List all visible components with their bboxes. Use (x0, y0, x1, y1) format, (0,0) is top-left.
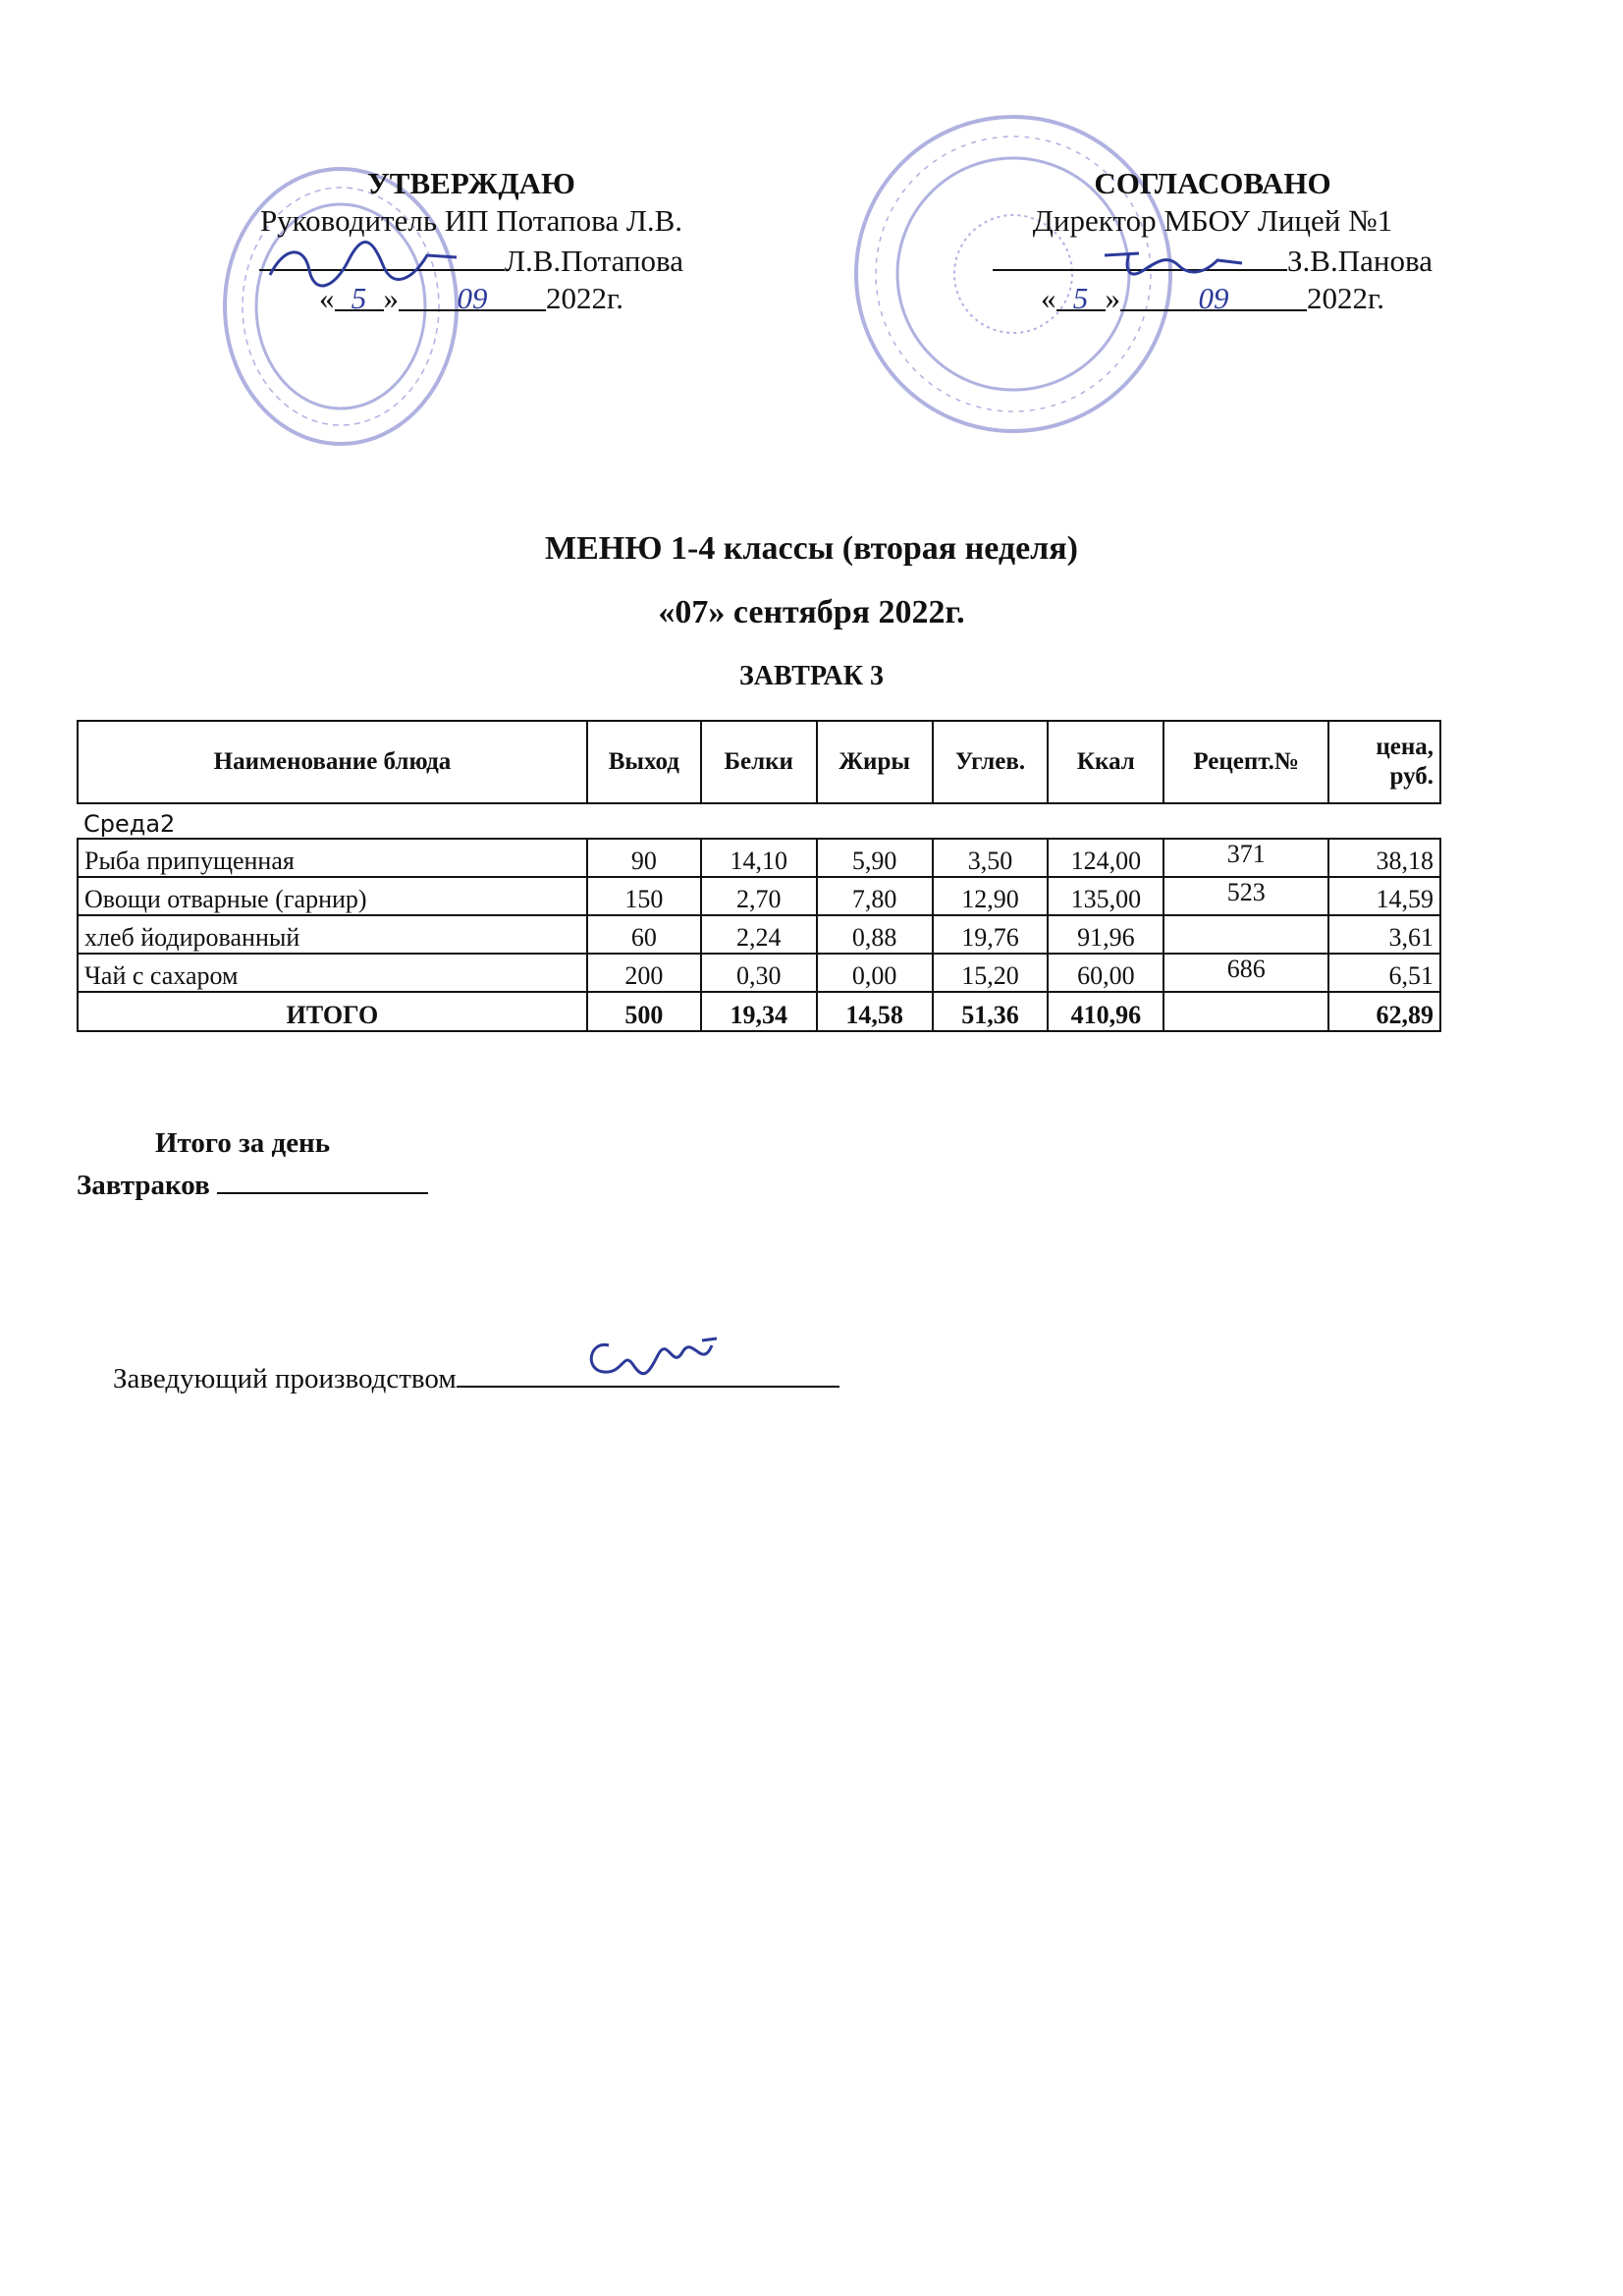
header-fat: Жиры (817, 721, 933, 803)
cell-kcal: 91,96 (1048, 915, 1163, 954)
total-price: 62,89 (1328, 992, 1440, 1031)
header-recipe: Рецепт.№ (1163, 721, 1328, 803)
handwritten-signature-manager-icon (579, 1331, 727, 1385)
date-close-quote-right: » (1105, 281, 1121, 315)
approval-heading-left: УТВЕРЖДАЮ (367, 166, 575, 200)
cell-protein: 14,10 (701, 839, 817, 877)
table-group-row (78, 803, 1440, 839)
cell-output: 150 (587, 877, 701, 915)
cell-name: хлеб йодированный (78, 915, 587, 954)
handwritten-signature-left-icon (265, 236, 461, 295)
cell-output: 60 (587, 915, 701, 954)
date-day-left: 5 (335, 280, 384, 311)
cell-price: 14,59 (1328, 877, 1440, 915)
header-kcal: Ккал (1048, 721, 1163, 803)
table-header-row (78, 721, 1440, 803)
cell-carbs: 12,90 (933, 877, 1049, 915)
cell-price: 6,51 (1328, 954, 1440, 992)
header-protein: Белки (701, 721, 817, 803)
group-label: Среда2 (78, 803, 1440, 839)
cell-recipe (1163, 915, 1328, 954)
header-name: Наименование блюда (78, 721, 587, 803)
handwritten-signature-right-icon (1100, 236, 1247, 285)
table-row (78, 954, 1440, 992)
cell-fat: 0,88 (817, 915, 933, 954)
cell-name: Овощи отварные (гарнир) (78, 877, 587, 915)
cell-carbs: 15,20 (933, 954, 1049, 992)
date-month-left: 09 (399, 280, 546, 311)
breakfasts-row (77, 1167, 428, 1202)
cell-price: 38,18 (1328, 839, 1440, 877)
approval-position-right: Директор МБОУ Лицей №1 (1032, 203, 1393, 238)
table-total-row (78, 992, 1440, 1031)
header-price-line1: цена, (1376, 734, 1434, 760)
approval-position-left: Руководитель ИП Потапова Л.В. (259, 203, 683, 238)
cell-fat: 7,80 (817, 877, 933, 915)
day-total-label: Итого за день (155, 1127, 331, 1159)
approval-name-right: З.В.Панова (1287, 244, 1433, 278)
table-row (78, 915, 1440, 954)
meal-title: ЗАВТРАК 3 (738, 661, 885, 691)
date-open-quote-right: « (1041, 281, 1056, 315)
date-year-right: 2022г. (1307, 281, 1384, 315)
cell-recipe: 371 (1163, 839, 1328, 877)
table-row (78, 877, 1440, 915)
approval-heading-right: СОГЛАСОВАНО (1094, 166, 1331, 200)
header-price (1328, 721, 1440, 803)
cell-recipe: 686 (1163, 954, 1328, 992)
approval-name-left: Л.В.Потапова (504, 244, 684, 278)
cell-protein: 2,24 (701, 915, 817, 954)
date-year-left: 2022г. (546, 281, 623, 315)
cell-name: Рыба припущенная (78, 839, 587, 877)
cell-output: 90 (587, 839, 701, 877)
date-month-right: 09 (1120, 280, 1307, 311)
cell-carbs: 19,76 (933, 915, 1049, 954)
total-output: 500 (587, 992, 701, 1031)
cell-kcal: 60,00 (1048, 954, 1163, 992)
cell-protein: 0,30 (701, 954, 817, 992)
date-day-right: 5 (1056, 280, 1106, 311)
breakfasts-label: Завтраков (77, 1170, 210, 1201)
date-close-quote-left: » (383, 281, 400, 315)
menu-table (77, 720, 1441, 1032)
cell-kcal: 135,00 (1048, 877, 1163, 915)
approval-date-right (957, 280, 1468, 317)
cell-output: 200 (587, 954, 701, 992)
date-open-quote-left: « (319, 281, 335, 315)
cell-kcal: 124,00 (1048, 839, 1163, 877)
cell-protein: 2,70 (701, 877, 817, 915)
cell-name: Чай с сахаром (78, 954, 587, 992)
header-output: Выход (587, 721, 701, 803)
total-protein: 19,34 (701, 992, 817, 1031)
manager-row (113, 1360, 839, 1395)
total-carbs: 51,36 (933, 992, 1049, 1031)
total-fat: 14,58 (817, 992, 933, 1031)
breakfasts-line (217, 1167, 428, 1194)
header-carbs: Углев. (933, 721, 1049, 803)
cell-price: 3,61 (1328, 915, 1440, 954)
manager-label: Заведующий производством (113, 1363, 457, 1394)
menu-date: «07» сентября 2022г. (658, 594, 965, 630)
table-row (78, 839, 1440, 877)
cell-recipe: 523 (1163, 877, 1328, 915)
menu-title: МЕНЮ 1-4 классы (вторая неделя) (545, 530, 1078, 567)
total-label: ИТОГО (78, 992, 587, 1031)
cell-fat: 5,90 (817, 839, 933, 877)
cell-carbs: 3,50 (933, 839, 1049, 877)
total-kcal: 410,96 (1048, 992, 1163, 1031)
total-recipe (1163, 992, 1328, 1031)
cell-fat: 0,00 (817, 954, 933, 992)
header-price-line2: руб. (1389, 763, 1434, 790)
